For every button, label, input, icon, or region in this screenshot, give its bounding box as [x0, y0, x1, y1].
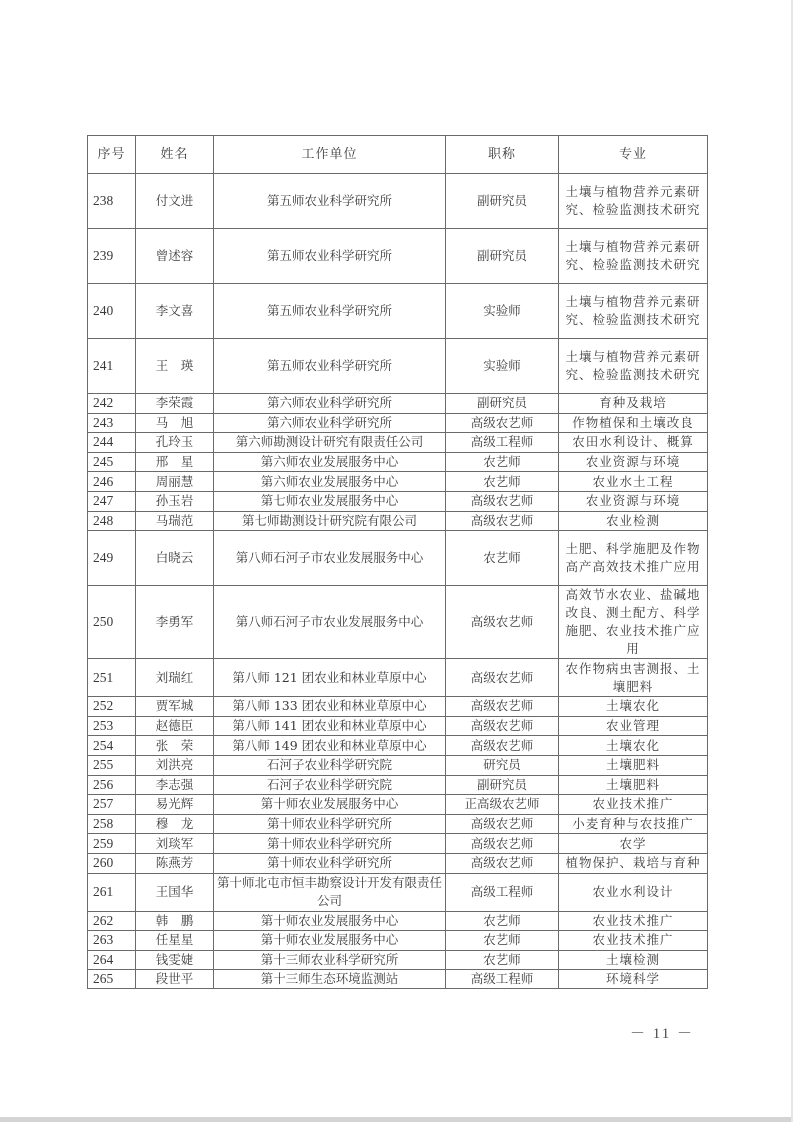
row-name: 贾军城 — [136, 697, 214, 717]
row-name: 王 瑛 — [136, 339, 214, 394]
table-row — [88, 755, 708, 775]
row-major: 农作物病虫害测报、土壤肥料 — [559, 659, 708, 697]
row-name: 马 旭 — [136, 413, 214, 433]
table-row — [88, 174, 708, 229]
row-serial-number: 245 — [88, 452, 136, 472]
table-row — [88, 491, 708, 511]
row-title: 农艺师 — [446, 911, 559, 931]
row-name: 马瑞范 — [136, 511, 214, 531]
row-name: 李文喜 — [136, 284, 214, 339]
row-work-unit: 第六师勘测设计研究有限责任公司 — [214, 433, 446, 453]
row-name: 白晓云 — [136, 531, 214, 586]
row-serial-number: 265 — [88, 970, 136, 989]
row-title: 高级农艺师 — [446, 814, 559, 834]
table-row — [88, 873, 708, 911]
row-serial-number: 251 — [88, 659, 136, 697]
row-serial-number: 243 — [88, 413, 136, 433]
row-title: 农艺师 — [446, 472, 559, 492]
row-serial-number: 248 — [88, 511, 136, 531]
page-bottom-edge — [0, 1117, 793, 1122]
row-title: 副研究员 — [446, 394, 559, 414]
row-major: 土肥、科学施肥及作物高产高效技术推广应用 — [559, 531, 708, 586]
row-title: 正高级农艺师 — [446, 795, 559, 815]
table-row — [88, 834, 708, 854]
row-name: 易光辉 — [136, 795, 214, 815]
row-serial-number: 241 — [88, 339, 136, 394]
header-serial-number: 序号 — [88, 136, 136, 174]
row-work-unit: 第八师石河子市农业发展服务中心 — [214, 586, 446, 659]
row-work-unit: 第六师农业发展服务中心 — [214, 472, 446, 492]
row-work-unit: 第十三师农业科学研究所 — [214, 950, 446, 970]
row-name: 任星星 — [136, 931, 214, 951]
row-work-unit: 第十三师生态环境监测站 — [214, 970, 446, 989]
header-title: 职称 — [446, 136, 559, 174]
row-work-unit: 第八师 121 团农业和林业草原中心 — [214, 659, 446, 697]
table-row — [88, 472, 708, 492]
row-work-unit: 第七师农业发展服务中心 — [214, 491, 446, 511]
table-row — [88, 394, 708, 414]
row-serial-number: 256 — [88, 775, 136, 795]
row-title: 农艺师 — [446, 950, 559, 970]
row-work-unit: 第十师农业发展服务中心 — [214, 911, 446, 931]
row-major: 土壤农化 — [559, 697, 708, 717]
table-row — [88, 531, 708, 586]
row-work-unit: 第十师农业科学研究所 — [214, 834, 446, 854]
row-work-unit: 第五师农业科学研究所 — [214, 339, 446, 394]
row-title: 实验师 — [446, 339, 559, 394]
row-serial-number: 264 — [88, 950, 136, 970]
table-row — [88, 586, 708, 659]
row-work-unit: 第十师农业发展服务中心 — [214, 931, 446, 951]
row-name: 段世平 — [136, 970, 214, 989]
row-major: 土壤与植物营养元素研究、检验监测技术研究 — [559, 339, 708, 394]
row-major: 土壤与植物营养元素研究、检验监测技术研究 — [559, 174, 708, 229]
row-work-unit: 第五师农业科学研究所 — [214, 229, 446, 284]
row-serial-number: 242 — [88, 394, 136, 414]
row-title: 高级农艺师 — [446, 853, 559, 873]
table-header-row — [88, 136, 708, 174]
row-serial-number: 259 — [88, 834, 136, 854]
row-work-unit: 第七师勘测设计研究院有限公司 — [214, 511, 446, 531]
row-work-unit: 第五师农业科学研究所 — [214, 284, 446, 339]
row-title: 副研究员 — [446, 174, 559, 229]
row-title: 高级农艺师 — [446, 716, 559, 736]
row-serial-number: 250 — [88, 586, 136, 659]
row-name: 邢 星 — [136, 452, 214, 472]
row-serial-number: 258 — [88, 814, 136, 834]
row-major: 土壤肥料 — [559, 755, 708, 775]
row-work-unit: 第五师农业科学研究所 — [214, 174, 446, 229]
row-title: 实验师 — [446, 284, 559, 339]
row-title: 高级工程师 — [446, 433, 559, 453]
row-serial-number: 255 — [88, 755, 136, 775]
table-row — [88, 229, 708, 284]
row-major: 农业水土工程 — [559, 472, 708, 492]
row-title: 高级农艺师 — [446, 511, 559, 531]
row-major: 农业资源与环境 — [559, 491, 708, 511]
table-row — [88, 413, 708, 433]
table-row — [88, 911, 708, 931]
header-major: 专业 — [559, 136, 708, 174]
row-name: 李志强 — [136, 775, 214, 795]
row-major: 农业技术推广 — [559, 931, 708, 951]
row-major: 环境科学 — [559, 970, 708, 989]
row-title: 高级工程师 — [446, 970, 559, 989]
row-serial-number: 239 — [88, 229, 136, 284]
table-row — [88, 339, 708, 394]
table-row — [88, 814, 708, 834]
table-row — [88, 659, 708, 697]
table-row — [88, 433, 708, 453]
row-name: 刘瑞红 — [136, 659, 214, 697]
row-major: 高效节水农业、盐碱地改良、测土配方、科学施肥、农业技术推广应用 — [559, 586, 708, 659]
row-title: 高级农艺师 — [446, 491, 559, 511]
row-major: 土壤与植物营养元素研究、检验监测技术研究 — [559, 284, 708, 339]
table-row — [88, 853, 708, 873]
row-title: 高级工程师 — [446, 873, 559, 911]
row-work-unit: 石河子农业科学研究院 — [214, 775, 446, 795]
row-name: 韩 鹏 — [136, 911, 214, 931]
row-name: 付文进 — [136, 174, 214, 229]
row-serial-number: 263 — [88, 931, 136, 951]
row-title: 副研究员 — [446, 775, 559, 795]
row-major: 农田水利设计、概算 — [559, 433, 708, 453]
table-row — [88, 284, 708, 339]
row-title: 高级农艺师 — [446, 586, 559, 659]
row-serial-number: 261 — [88, 873, 136, 911]
row-major: 作物植保和土壤改良 — [559, 413, 708, 433]
row-serial-number: 247 — [88, 491, 136, 511]
expert-roster-table — [87, 135, 708, 989]
row-work-unit: 第八师石河子市农业发展服务中心 — [214, 531, 446, 586]
row-title: 农艺师 — [446, 452, 559, 472]
row-title: 高级农艺师 — [446, 736, 559, 756]
row-serial-number: 238 — [88, 174, 136, 229]
row-title: 农艺师 — [446, 531, 559, 586]
row-name: 王国华 — [136, 873, 214, 911]
row-title: 高级农艺师 — [446, 659, 559, 697]
page-number: － 11 － — [630, 1026, 694, 1042]
row-name: 李荣霞 — [136, 394, 214, 414]
row-name: 穆 龙 — [136, 814, 214, 834]
row-major: 植物保护、栽培与育种 — [559, 853, 708, 873]
row-work-unit: 第八师 149 团农业和林业草原中心 — [214, 736, 446, 756]
row-name: 刘洪亮 — [136, 755, 214, 775]
row-work-unit: 第十师农业科学研究所 — [214, 814, 446, 834]
row-work-unit: 第八师 133 团农业和林业草原中心 — [214, 697, 446, 717]
table-row — [88, 970, 708, 989]
row-work-unit: 第八师 141 团农业和林业草原中心 — [214, 716, 446, 736]
table-row — [88, 511, 708, 531]
row-name: 赵德臣 — [136, 716, 214, 736]
row-serial-number: 252 — [88, 697, 136, 717]
table-row — [88, 452, 708, 472]
table-body — [88, 174, 708, 989]
row-serial-number: 244 — [88, 433, 136, 453]
row-major: 小麦育种与农技推广 — [559, 814, 708, 834]
row-name: 周丽慧 — [136, 472, 214, 492]
row-major: 农业水利设计 — [559, 873, 708, 911]
row-major: 农业技术推广 — [559, 795, 708, 815]
row-work-unit: 第十师农业发展服务中心 — [214, 795, 446, 815]
table-row — [88, 950, 708, 970]
row-title: 高级农艺师 — [446, 834, 559, 854]
row-title: 研究员 — [446, 755, 559, 775]
row-major: 农业管理 — [559, 716, 708, 736]
row-work-unit: 石河子农业科学研究院 — [214, 755, 446, 775]
row-major: 农业检测 — [559, 511, 708, 531]
row-serial-number: 249 — [88, 531, 136, 586]
row-title: 高级农艺师 — [446, 697, 559, 717]
table-row — [88, 697, 708, 717]
row-serial-number: 253 — [88, 716, 136, 736]
row-title: 副研究员 — [446, 229, 559, 284]
row-title: 农艺师 — [446, 931, 559, 951]
row-major: 农业资源与环境 — [559, 452, 708, 472]
row-name: 孔玲玉 — [136, 433, 214, 453]
row-serial-number: 262 — [88, 911, 136, 931]
row-major: 农业技术推广 — [559, 911, 708, 931]
row-name: 曾述容 — [136, 229, 214, 284]
row-work-unit: 第六师农业科学研究所 — [214, 394, 446, 414]
row-serial-number: 246 — [88, 472, 136, 492]
row-serial-number: 257 — [88, 795, 136, 815]
row-name: 孙玉岩 — [136, 491, 214, 511]
row-name: 张 荣 — [136, 736, 214, 756]
row-major: 土壤肥料 — [559, 775, 708, 795]
row-work-unit: 第十师北屯市恒丰勘察设计开发有限责任公司 — [214, 873, 446, 911]
header-name: 姓名 — [136, 136, 214, 174]
row-serial-number: 240 — [88, 284, 136, 339]
table-row — [88, 716, 708, 736]
row-work-unit: 第六师农业发展服务中心 — [214, 452, 446, 472]
row-major: 土壤与植物营养元素研究、检验监测技术研究 — [559, 229, 708, 284]
row-major: 土壤农化 — [559, 736, 708, 756]
table-row — [88, 931, 708, 951]
row-name: 李勇军 — [136, 586, 214, 659]
row-name: 钱雯婕 — [136, 950, 214, 970]
header-work-unit: 工作单位 — [214, 136, 446, 174]
row-work-unit: 第十师农业科学研究所 — [214, 853, 446, 873]
table-row — [88, 795, 708, 815]
row-serial-number: 254 — [88, 736, 136, 756]
row-major: 农学 — [559, 834, 708, 854]
row-serial-number: 260 — [88, 853, 136, 873]
row-name: 刘琰军 — [136, 834, 214, 854]
row-work-unit: 第六师农业科学研究所 — [214, 413, 446, 433]
row-name: 陈燕芳 — [136, 853, 214, 873]
table-row — [88, 775, 708, 795]
table-row — [88, 736, 708, 756]
row-major: 土壤检测 — [559, 950, 708, 970]
row-major: 育种及栽培 — [559, 394, 708, 414]
row-title: 高级农艺师 — [446, 413, 559, 433]
